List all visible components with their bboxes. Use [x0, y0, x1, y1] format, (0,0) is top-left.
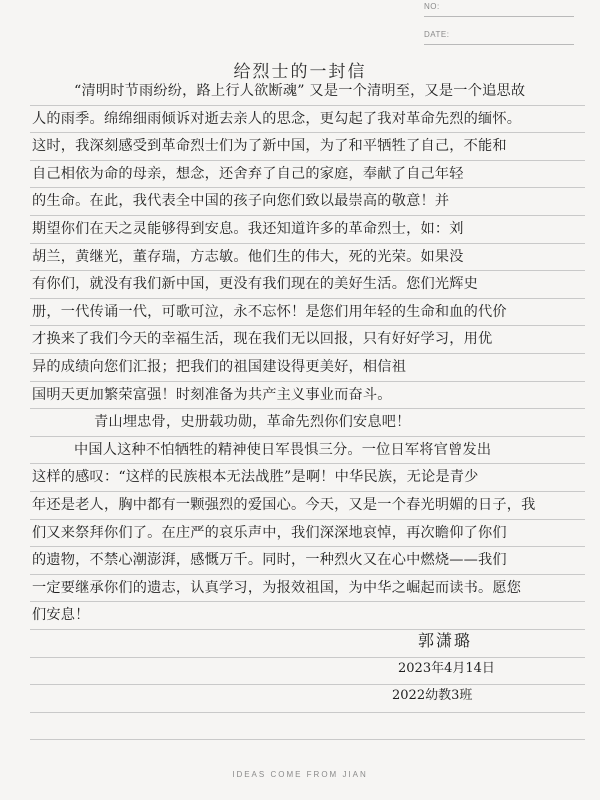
letter-line: 有你们，就没有我们新中国，更没有我们现在的美好生活。您们光辉史 [32, 276, 479, 293]
letter-line: 自己相依为命的母亲，想念，还舍弃了自己的家庭，奉献了自己年轻 [32, 165, 464, 182]
letter-line: 人的雨季。绵绵细雨倾诉对逝去亲人的思念，更勾起了我对革命先烈的缅怀。 [32, 110, 522, 127]
letter-line: 异的成绩向您们汇报；把我们的祖国建设得更美好，相信祖 [32, 358, 407, 375]
letter-line: 才换来了我们今天的幸福生活，现在我们无以回报，只有好好学习，用优 [32, 331, 493, 348]
letter-title: 给烈士的一封信 [233, 62, 367, 82]
letter-line: 中国人这种不怕牺牲的精神使日军畏惧三分。一位日军将官曾发出 [74, 441, 492, 458]
letter-line: 期望你们在天之灵能够得到安息。我还知道许多的革命烈士，如：刘 [32, 220, 464, 237]
letter-line: “清明时节雨纷纷，路上行人欲断魂” 又是一个清明至，又是一个追思故 [74, 83, 526, 99]
letter-line: 册，一代传诵一代，可歌可泣，永不忘怀！是您们用年轻的生命和血的代价 [32, 303, 507, 320]
ruled-line [30, 712, 585, 713]
signature-date: 2023年4月14日 [398, 661, 495, 676]
letter-line: 的遗物，不禁心潮澎湃，感慨万千。同时，一种烈火又在心中燃烧——我们 [32, 552, 507, 569]
signature-name: 郭潇璐 [418, 631, 473, 650]
date-field: DATE: [424, 30, 574, 45]
letter-line: 胡兰，黄继光，董存瑞，方志敏。他们生的伟大，死的光荣。如果没 [32, 248, 464, 265]
letter-line: 们又来祭拜你们了。在庄严的哀乐声中，我们深深地哀悼，再次瞻仰了你们 [32, 524, 507, 541]
letter-line: 年还是老人，胸中都有一颗强烈的爱国心。今天，又是一个春光明媚的日子，我 [32, 496, 536, 513]
letter-line: 的生命。在此，我代表全中国的孩子向您们致以最崇高的敬意！并 [32, 193, 450, 210]
letter-line: 这时，我深刻感受到革命烈士们为了新中国，为了和平牺牲了自己，不能和 [32, 138, 507, 155]
letter-line: 青山埋忠骨，史册载功勋，革命先烈你们安息吧！ [94, 414, 411, 431]
ruled-line [30, 739, 585, 740]
no-field: NO: [424, 2, 574, 17]
letter-line: 们安息！ [32, 607, 90, 624]
footer-slogan: IDEAS COME FROM JIAN [232, 770, 368, 779]
letter-line: 一定要继承你们的遗志，认真学习，为报效祖国，为中华之崛起而读书。愿您 [32, 579, 522, 596]
letter-body [32, 78, 584, 630]
letter-line: 国明天更加繁荣富强！时刻准备为共产主义事业而奋斗。 [32, 386, 392, 403]
signature-class: 2022幼教3班 [392, 688, 473, 703]
letter-line: 这样的感叹：“这样的民族根本无法战胜”是啊！中华民族，无论是青少 [32, 469, 479, 486]
